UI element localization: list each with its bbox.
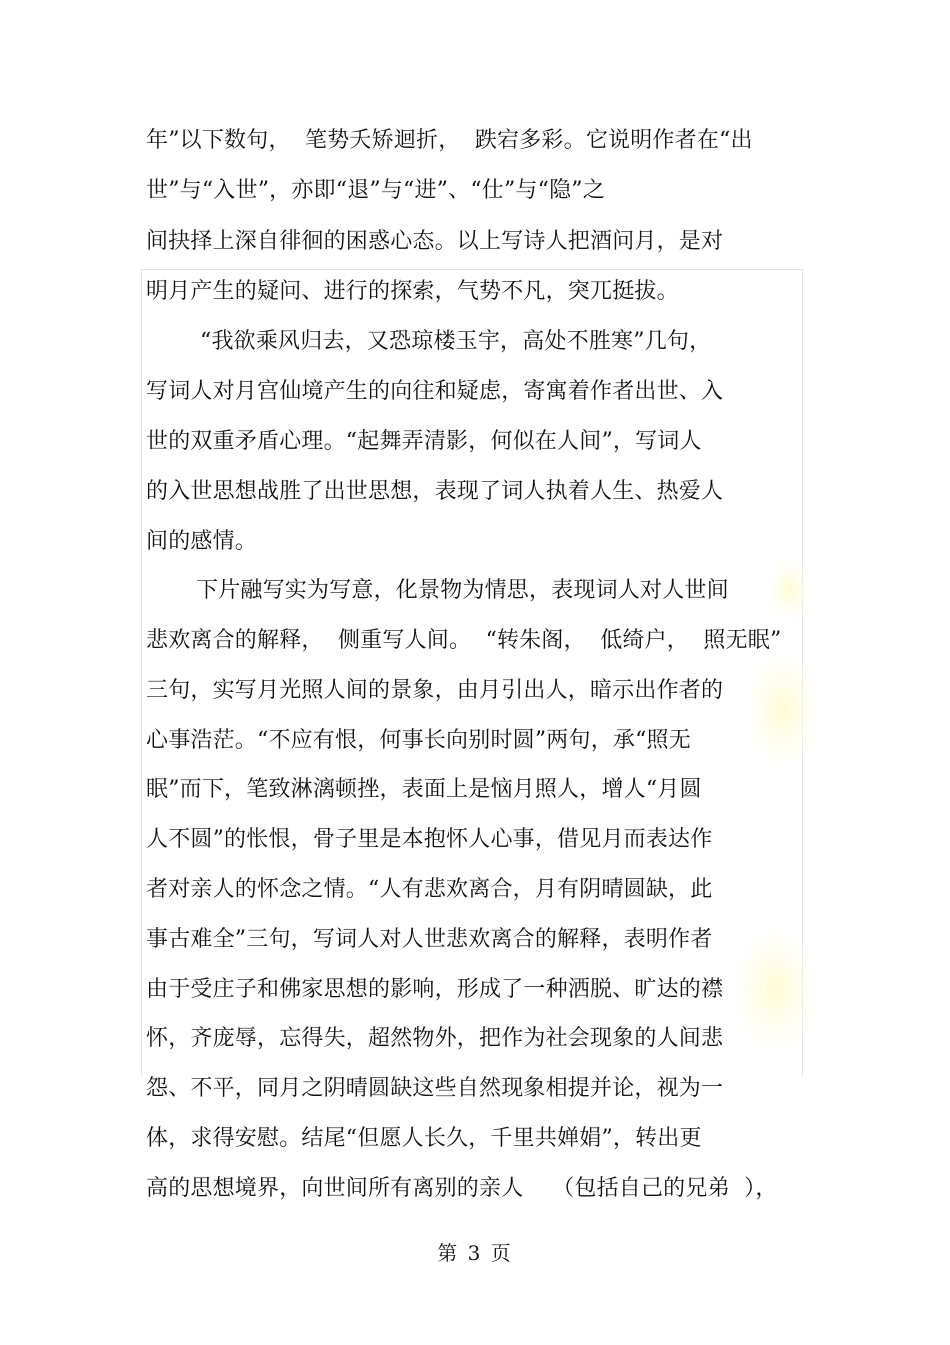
text-line: 事古难全”三句，写词人对人世悲欢离合的解释，表明作者 xyxy=(146,927,713,952)
text-line: 怀，齐庞辱，忘得失，超然物外，把作为社会现象的人间悲 xyxy=(146,1026,724,1051)
text-line: 高的思想境界，向世间所有离别的亲人 （包括自己的兄弟 ）， xyxy=(146,1176,778,1201)
paragraph-first-line: 下片融写实为写意，化景物为情思，表现词人对人世间 xyxy=(196,578,729,603)
text-line: 年”以下数句， 笔势夭矫迴折， 跌宕多彩。它说明作者在“出 xyxy=(146,128,753,153)
paragraph-first-line: “我欲乘风归去，又恐琼楼玉宇，高处不胜寒”几句， xyxy=(200,329,712,354)
text-line: 由于受庄子和佛家思想的影响，形成了一种洒脱、旷达的襟 xyxy=(146,977,724,1002)
text-line: 悲欢离合的解释， 侧重写人间。 “转朱阁， 低绮户， 照无眠” xyxy=(146,628,782,653)
text-line: 写词人对月宫仙境产生的向往和疑虑，寄寓着作者出世、入 xyxy=(146,379,724,404)
text-line: 眠”而下，笔致淋漓顿挫，表面上是恼月照人，增人“月圆 xyxy=(146,777,702,802)
text-line: 心事浩茫。“不应有恨，何事长向别时圆”两句，承“照无 xyxy=(146,728,691,753)
page-number: 第 3 页 xyxy=(437,1241,513,1265)
text-line: 间的感情。 xyxy=(146,529,258,554)
text-line: 三句，实写月光照人间的景象，由月引出人，暗示出作者的 xyxy=(146,678,724,703)
text-line: 者对亲人的怀念之情。“人有悲欢离合，月有阴晴圆缺，此 xyxy=(146,877,713,902)
text-line: 间抉择上深自徘徊的困惑心态。以上写诗人把酒问月，是对 xyxy=(146,229,724,254)
text-line: 人不圆”的怅恨，骨子里是本抱怀人心事，借见月而表达作 xyxy=(146,827,713,852)
text-line: 的入世思想战胜了出世思想，表现了词人执着人生、热爱人 xyxy=(146,479,724,504)
text-line: 怨、不平，同月之阴晴圆缺这些自然现象相提并论，视为一 xyxy=(146,1076,724,1101)
text-line: 体，求得安慰。结尾“但愿人长久，千里共婵娟”，转出更 xyxy=(146,1126,702,1151)
text-line: 世的双重矛盾心理。“起舞弄清影，何似在人间”，写词人 xyxy=(146,429,702,454)
text-line: 明月产生的疑问、进行的探索，气势不凡，突兀挺拔。 xyxy=(146,279,679,304)
text-line: 世”与“入世”，亦即“退”与“进”、“仕”与“隐”之 xyxy=(146,178,605,203)
